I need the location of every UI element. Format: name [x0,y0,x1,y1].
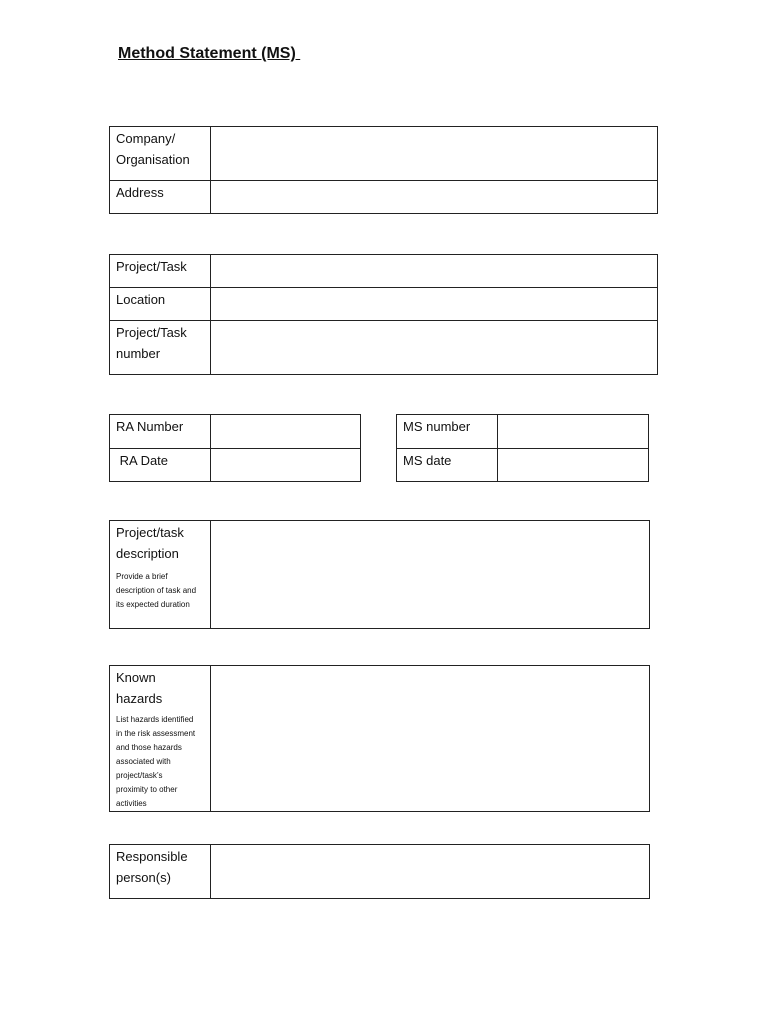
company-table [109,126,658,214]
location-label: Location [110,288,211,321]
hazards-label-cell [110,666,211,812]
project-number-field[interactable] [211,321,658,375]
ra-date-label: RA Date [110,449,211,482]
hazards-hint: List hazards identified in the risk assessment and those hazards associated with project/task’s proximity to other activities [116,715,196,808]
company-label: Company/ Organisation [110,127,211,181]
description-hint: Provide a brief description of task and its expected duration [116,572,197,609]
hazards-field[interactable] [211,666,650,812]
responsible-field[interactable] [211,845,650,899]
project-number-label: Project/Task number [110,321,211,375]
ms-number-label: MS number [397,415,498,449]
hazards-label: Known hazards [116,670,163,706]
description-table [109,520,650,629]
ra-number-label: RA Number [110,415,211,449]
address-label: Address [110,181,211,214]
description-field[interactable] [211,521,650,629]
address-field[interactable] [211,181,658,214]
document-title: Method Statement (MS) [118,45,301,62]
project-task-field[interactable] [211,255,658,288]
responsible-table [109,844,650,899]
project-table [109,254,658,375]
project-task-label: Project/Task [110,255,211,288]
hazards-table [109,665,650,812]
ms-date-label: MS date [397,449,498,482]
responsible-label: Responsible person(s) [110,845,211,899]
ra-number-field[interactable] [211,415,361,449]
company-field[interactable] [211,127,658,181]
ra-table [109,414,361,482]
ms-table [396,414,649,482]
ms-date-field[interactable] [498,449,649,482]
description-label-cell [110,521,211,629]
ra-date-field[interactable] [211,449,361,482]
ms-number-field[interactable] [498,415,649,449]
description-label: Project/task description [116,525,184,561]
location-field[interactable] [211,288,658,321]
